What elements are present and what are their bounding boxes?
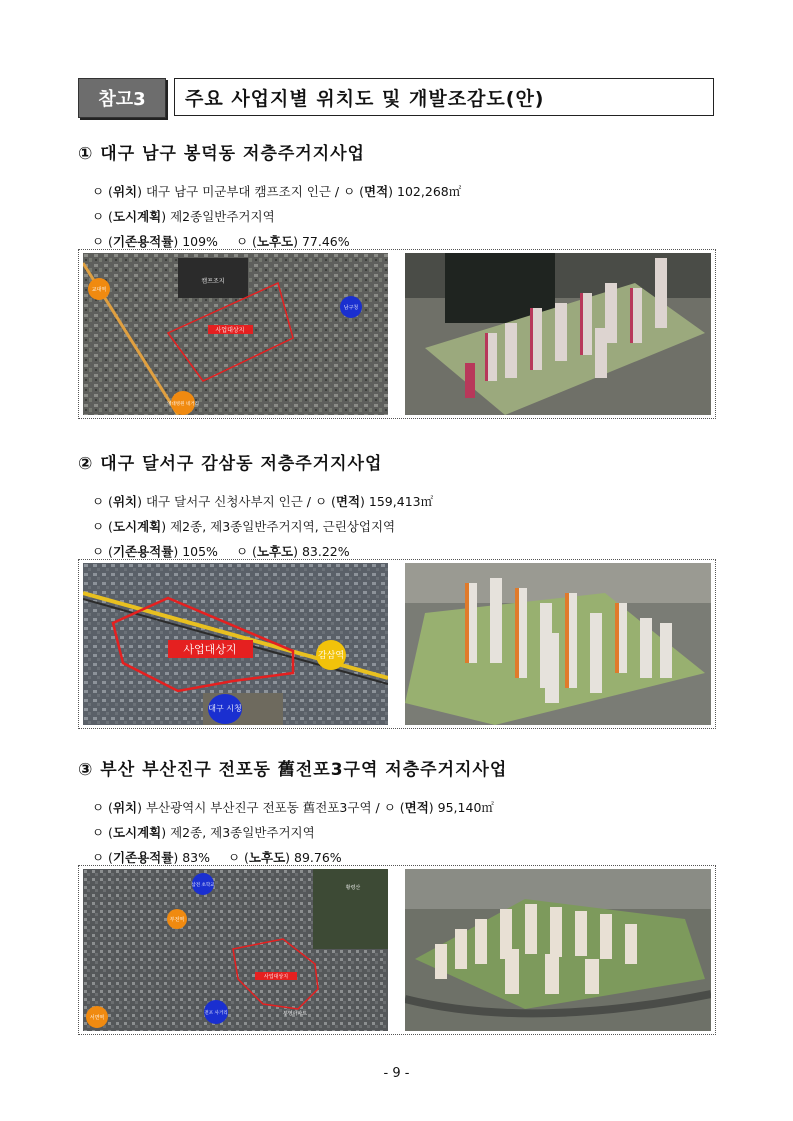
location-map (83, 869, 388, 1031)
station-label: 서면역 (89, 1015, 105, 1021)
section-title: ① 대구 남구 봉덕동 저층주거지사업 (78, 144, 365, 164)
image-panel (78, 559, 716, 729)
page-header (78, 78, 716, 118)
mountain-label: 황령산 (345, 885, 361, 891)
intersection-label: 영대병원 네거리 (167, 402, 199, 407)
image-panel (78, 249, 716, 419)
bullet-plan: ㅇ (도시계획) 제2종, 제3종일반주거지역 (92, 825, 315, 840)
development-rendering (405, 563, 711, 725)
intersection-label: 전포 사거리 (204, 1011, 228, 1016)
bullet-far-aging: ㅇ (기존용적률) 109% ㅇ (노후도) 77.46% (92, 234, 350, 249)
site-label: 사업대상지 (263, 974, 289, 980)
bullet-location-area: ㅇ (위치) 부산광역시 부산진구 전포동 舊전포3구역 / ㅇ (면적) 95,140㎡ (92, 800, 494, 815)
camp-label: 캠프조지 (201, 278, 225, 285)
bullet-plan: ㅇ (도시계획) 제2종, 제3종일반주거지역, 근린상업지역 (92, 519, 396, 534)
site-label: 사업대상지 (215, 327, 245, 334)
bullet-far-aging: ㅇ (기존용적률) 83% ㅇ (노후도) 89.76% (92, 850, 342, 865)
bullet-location-area: ㅇ (위치) 대구 달서구 신청사부지 인근 / ㅇ (면적) 159,413㎡ (92, 494, 434, 509)
cityhall-label: 대구 시청 (208, 704, 242, 713)
bullet-list (78, 795, 718, 870)
district-office-label: 남구청 (343, 305, 359, 311)
bullet-location-area: ㅇ (위치) 대구 남구 미군부대 캠프조지 인근 / ㅇ (면적) 102,268㎡ (92, 184, 462, 199)
section-2 (78, 451, 718, 713)
bullet-far-aging: ㅇ (기존용적률) 105% ㅇ (노후도) 83.22% (92, 544, 350, 559)
station-label: 교대역 (91, 287, 107, 293)
image-panel (78, 865, 716, 1035)
location-map (83, 253, 388, 415)
page-number: - 9 - (383, 1066, 410, 1081)
reference-badge: 참고3 (78, 78, 166, 118)
section-3 (78, 757, 718, 1021)
development-rendering (405, 869, 711, 1031)
bullet-list (78, 489, 718, 564)
site-label: 사업대상지 (183, 643, 237, 656)
school-label: 삼전 초학교 (191, 883, 215, 888)
section-title: ③ 부산 부산진구 전포동 舊전포3구역 저층주거지사업 (78, 760, 508, 780)
location-map (83, 563, 388, 725)
bullet-plan: ㅇ (도시계획) 제2종일반주거지역 (92, 209, 275, 224)
section-title: ② 대구 달서구 감삼동 저층주거지사업 (78, 454, 383, 474)
bullet-list (78, 179, 718, 254)
section-1 (78, 141, 718, 407)
apartment-label: 부영아파트 (282, 1011, 308, 1017)
station-label: 부전역 (169, 917, 185, 923)
development-rendering (405, 253, 711, 415)
page-title: 주요 사업지별 위치도 및 개발조감도(안) (174, 78, 714, 116)
station-label: 감삼역 (317, 651, 345, 661)
